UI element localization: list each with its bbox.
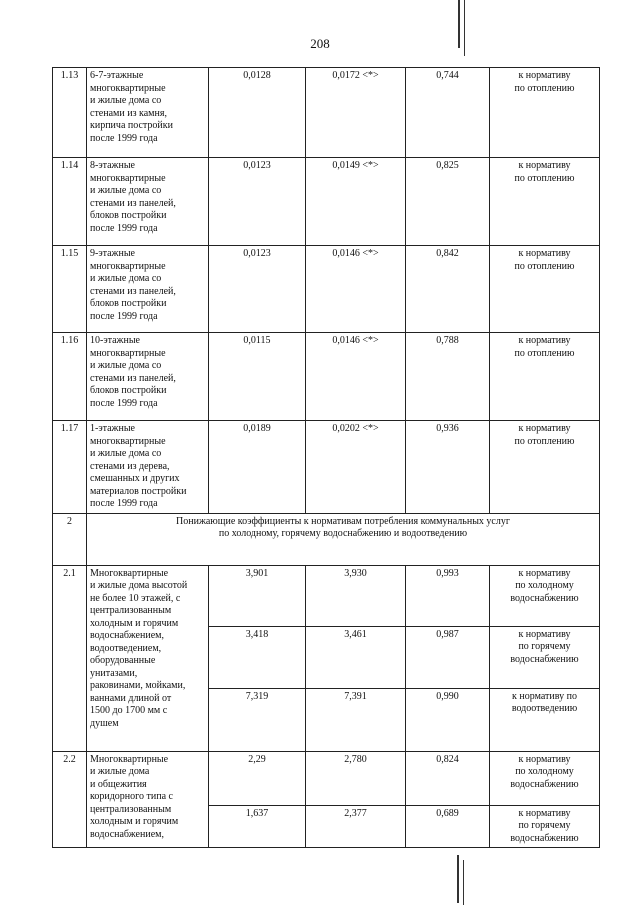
cell-v2: 2,780 [306, 751, 406, 805]
cell-v1: 7,319 [209, 688, 306, 751]
cell-desc: 10-этажные многоквартирные и жилые дома со стенами из панелей, блоков постройки после 1999 года [87, 333, 209, 421]
cell-v1: 0,0115 [209, 333, 306, 421]
cell-unit: к нормативу по отоплению [490, 246, 600, 333]
cell-unit: к нормативу по холодному водоснабжению [490, 751, 600, 805]
cell-v1: 1,637 [209, 805, 306, 848]
scan-mark [463, 860, 464, 905]
cell-v3: 0,744 [406, 68, 490, 158]
cell-v2: 0,0149 <*> [306, 158, 406, 246]
cell-num: 1.14 [53, 158, 87, 246]
cell-num: 2.1 [53, 565, 87, 751]
cell-unit: к нормативу по горячему водоснабжению [490, 626, 600, 688]
cell-num: 1.17 [53, 421, 87, 514]
cell-num: 1.16 [53, 333, 87, 421]
table-row [53, 158, 600, 246]
cell-unit: к нормативу по отоплению [490, 158, 600, 246]
cell-unit: к нормативу по отоплению [490, 333, 600, 421]
cell-desc: 9-этажные многоквартирные и жилые дома со стенами из панелей, блоков постройки после 1999 года [87, 246, 209, 333]
cell-desc: 1-этажные многоквартирные и жилые дома со стенами из дерева, смешанных и других материалов постройки после 1999 года [87, 421, 209, 514]
cell-v2: 0,0202 <*> [306, 421, 406, 514]
table-row [53, 68, 600, 158]
table-row [53, 751, 600, 805]
cell-desc: Многоквартирные и жилые дома высотой не более 10 этажей, с централизованным холодным и горячим водоснабжением, водоотведением, оборудованные унитазами, раковинами, мойками, ваннами длиной от 1500 до 1700 мм с душем [87, 565, 209, 751]
cell-desc: Многоквартирные и жилые дома и общежития коридорного типа с централизованным холодным и горячим водоснабжением, [87, 751, 209, 848]
cell-v2: 2,377 [306, 805, 406, 848]
section-title: Понижающие коэффициенты к нормативам потребления коммунальных услуг по холодному, горячему водоснабжению и водоотведению [87, 513, 600, 565]
cell-v1: 2,29 [209, 751, 306, 805]
cell-desc: 6-7-этажные многоквартирные и жилые дома со стенами из камня, кирпича постройки после 1999 года [87, 68, 209, 158]
cell-unit: к нормативу по холодному водоснабжению [490, 565, 600, 626]
section-number: 2 [53, 513, 87, 565]
cell-unit: к нормативу по водоотведению [490, 688, 600, 751]
scan-mark [457, 855, 459, 903]
cell-v3: 0,842 [406, 246, 490, 333]
cell-v2: 3,461 [306, 626, 406, 688]
cell-num: 2.2 [53, 751, 87, 848]
cell-desc: 8-этажные многоквартирные и жилые дома со стенами из панелей, блоков постройки после 1999 года [87, 158, 209, 246]
cell-v1: 0,0123 [209, 246, 306, 333]
cell-v2: 0,0146 <*> [306, 333, 406, 421]
table-row [53, 246, 600, 333]
table-row [53, 421, 600, 514]
cell-v3: 0,689 [406, 805, 490, 848]
table-row [53, 565, 600, 626]
section-header-row [53, 513, 600, 565]
cell-v1: 3,418 [209, 626, 306, 688]
cell-v3: 0,825 [406, 158, 490, 246]
scan-mark [464, 0, 465, 56]
cell-v3: 0,987 [406, 626, 490, 688]
cell-v1: 0,0128 [209, 68, 306, 158]
table-body [53, 68, 600, 848]
coefficients-table [52, 67, 600, 848]
page-number: 208 [310, 36, 330, 51]
cell-v3: 0,936 [406, 421, 490, 514]
cell-num: 1.13 [53, 68, 87, 158]
cell-unit: к нормативу по горячему водоснабжению [490, 805, 600, 848]
scan-mark [458, 0, 460, 48]
cell-v1: 0,0189 [209, 421, 306, 514]
cell-v3: 0,824 [406, 751, 490, 805]
cell-v2: 3,930 [306, 565, 406, 626]
cell-v3: 0,788 [406, 333, 490, 421]
table-row [53, 333, 600, 421]
cell-v3: 0,993 [406, 565, 490, 626]
cell-v1: 0,0123 [209, 158, 306, 246]
cell-unit: к нормативу по отоплению [490, 68, 600, 158]
cell-v2: 0,0146 <*> [306, 246, 406, 333]
cell-unit: к нормативу по отоплению [490, 421, 600, 514]
cell-v1: 3,901 [209, 565, 306, 626]
cell-v3: 0,990 [406, 688, 490, 751]
cell-v2: 7,391 [306, 688, 406, 751]
cell-num: 1.15 [53, 246, 87, 333]
cell-v2: 0,0172 <*> [306, 68, 406, 158]
